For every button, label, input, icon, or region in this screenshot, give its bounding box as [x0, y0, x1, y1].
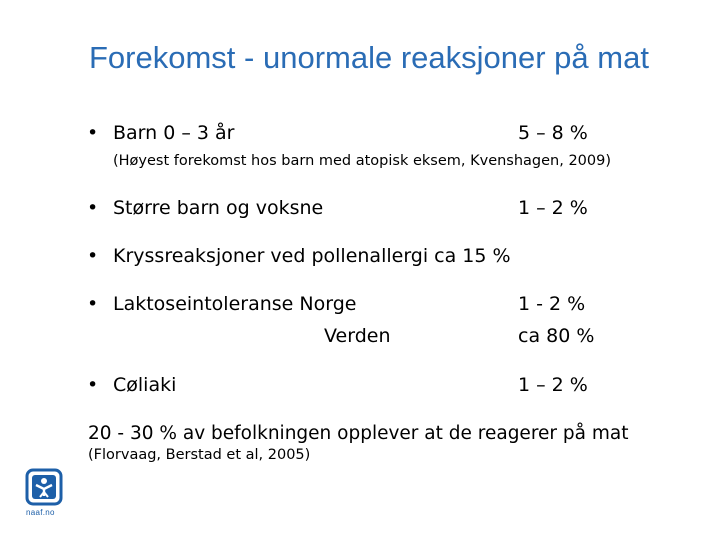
item-label: Kryssreaksjoner ved pollenallergi ca 15 %	[113, 245, 511, 267]
item-label: Barn 0 – 3 år	[113, 122, 235, 144]
list-item-laktoseintoleranse	[87, 293, 356, 315]
item-label: Større barn og voksne	[113, 197, 324, 219]
item-value: 1 - 2 %	[518, 293, 586, 315]
item-note: (Høyest forekomst hos barn med atopisk eksem, Kvenshagen, 2009)	[113, 153, 612, 169]
list-item-coliaki	[87, 374, 176, 396]
list-item-barn	[87, 122, 235, 144]
bullet: •	[87, 245, 99, 267]
item-subvalue: ca 80 %	[518, 325, 595, 347]
list-item-storre-barn	[87, 197, 323, 219]
bullet: •	[87, 374, 99, 396]
list-item-kryssreaksjoner	[87, 245, 511, 267]
naaf-logo-icon	[23, 468, 65, 518]
summary-source: (Florvaag, Berstad et al, 2005)	[88, 447, 311, 463]
slide-title: Forekomst - unormale reaksjoner på mat	[89, 40, 649, 75]
item-label: Laktoseintoleranse Norge	[113, 293, 357, 315]
item-sublabel: Verden	[324, 325, 391, 347]
summary-text: 20 - 30 % av befolkningen opplever at de reagerer på mat	[88, 423, 629, 444]
bullet: •	[87, 293, 99, 315]
logo-text: naaf.no	[26, 508, 55, 517]
bullet: •	[87, 122, 99, 144]
item-value: 5 – 8 %	[518, 122, 588, 144]
bullet: •	[87, 197, 99, 219]
item-value: 1 – 2 %	[518, 374, 588, 396]
item-value: 1 – 2 %	[518, 197, 588, 219]
item-label: Cøliaki	[113, 374, 177, 396]
